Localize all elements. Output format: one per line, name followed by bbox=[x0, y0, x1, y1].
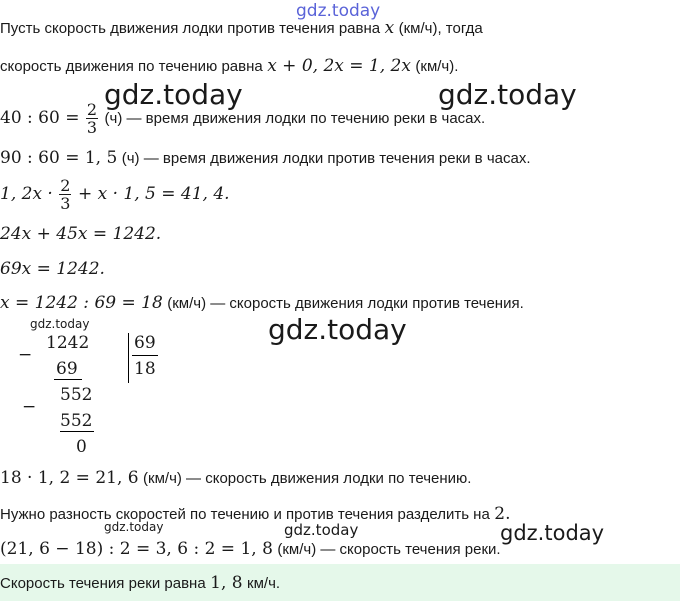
text: (км/ч) — скорость течения реки. bbox=[277, 541, 501, 558]
remainder: 552 bbox=[60, 385, 93, 405]
math: 24x + 45x = 1242. bbox=[0, 224, 162, 244]
math: 2. bbox=[494, 504, 511, 524]
text: (ч) — время движения лодки против течения реки в часах. bbox=[121, 150, 531, 167]
text: скорость движения по течению равна bbox=[0, 58, 263, 75]
fraction: $\frac{2}{3}$ bbox=[60, 176, 71, 214]
subtrahend: 552 bbox=[60, 411, 93, 431]
watermark-top: gdz.today bbox=[296, 1, 381, 21]
text: Пусть скорость движения лодки против течения равна bbox=[0, 20, 381, 37]
text: (км/ч). bbox=[415, 58, 459, 75]
math: x + 0, 2x = 1, 2x bbox=[267, 56, 411, 76]
watermark: gdz.today bbox=[268, 313, 407, 346]
text: (ч) — время движения лодки по течению реки в часах. bbox=[104, 110, 486, 127]
text: км/ч. bbox=[247, 575, 281, 592]
answer-line bbox=[0, 573, 280, 594]
math: 18 · 1, 2 = 21, 6 bbox=[0, 468, 139, 488]
quotient: 18 bbox=[134, 359, 156, 379]
watermark: gdz.today bbox=[438, 78, 577, 111]
line-8 bbox=[0, 293, 524, 314]
math: 90 : 60 = 1, 5 bbox=[0, 148, 118, 168]
line-5 bbox=[0, 172, 230, 217]
math: 1, 8 bbox=[210, 573, 243, 593]
remainder: 0 bbox=[76, 437, 87, 457]
text: (км/ч) — скорость движения лодки по течению. bbox=[143, 470, 472, 487]
divisor: 69 bbox=[134, 333, 156, 353]
text: Скорость течения реки равна bbox=[0, 575, 206, 592]
minus-sign: − bbox=[18, 345, 33, 365]
math: (21, 6 − 18) : 2 = 3, 6 : 2 = 1, 8 bbox=[0, 539, 273, 559]
fraction: $\frac{2}{3}$ bbox=[86, 100, 98, 138]
line-4 bbox=[0, 148, 531, 169]
math: 69x = 1242. bbox=[0, 259, 105, 279]
watermark: gdz.today bbox=[284, 521, 359, 539]
math: x bbox=[384, 18, 395, 38]
subtrahend: 69 bbox=[56, 359, 78, 379]
watermark: gdz.today bbox=[500, 521, 605, 545]
line-7 bbox=[0, 259, 105, 280]
text: (км/ч), тогда bbox=[398, 20, 483, 37]
minus-sign: − bbox=[22, 397, 37, 417]
long-division bbox=[18, 333, 178, 463]
text: (км/ч) — скорость движения лодки против течения. bbox=[167, 295, 524, 312]
text: Нужно разность скоростей по течению и против течения разделить на bbox=[0, 506, 490, 523]
math: + x · 1, 5 = 41, 4. bbox=[77, 184, 230, 204]
line-2 bbox=[0, 56, 458, 77]
line-9 bbox=[0, 468, 471, 489]
watermark: gdz.today bbox=[30, 317, 90, 331]
line-6 bbox=[0, 224, 161, 245]
line-1 bbox=[0, 18, 483, 39]
rule bbox=[132, 355, 158, 356]
divider-vertical bbox=[128, 333, 129, 383]
math: 40 : 60 = bbox=[0, 108, 80, 128]
dividend: 1242 bbox=[46, 333, 90, 353]
rule bbox=[60, 431, 94, 432]
watermark: gdz.today bbox=[104, 78, 243, 111]
line-10 bbox=[0, 504, 511, 525]
math: 1, 2x · bbox=[0, 184, 53, 204]
line-11 bbox=[0, 539, 501, 560]
watermark: gdz.today bbox=[104, 520, 164, 534]
math: x = 1242 : 69 = 18 bbox=[0, 293, 163, 313]
rule bbox=[54, 379, 82, 380]
